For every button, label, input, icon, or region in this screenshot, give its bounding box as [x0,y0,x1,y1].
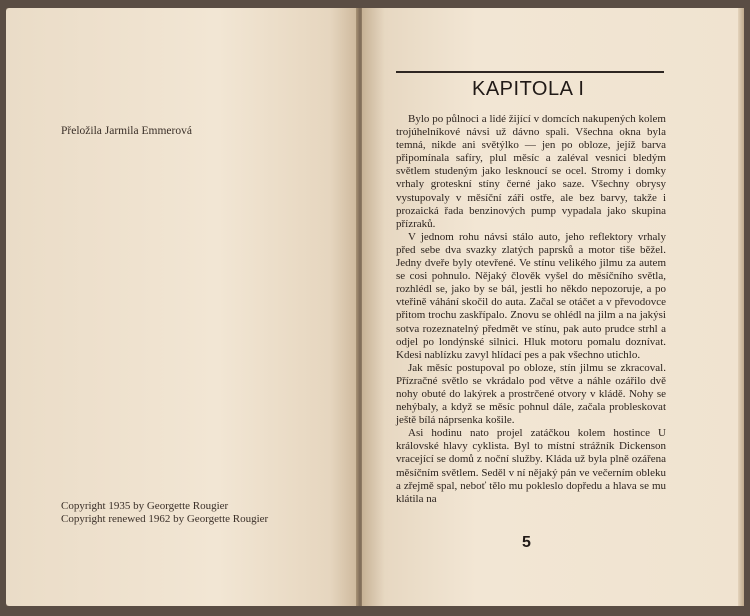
chapter-title: KAPITOLA I [472,78,585,100]
copyright-block [61,500,268,526]
right-page [362,8,744,606]
show-through-print [102,68,332,368]
chapter-body [396,113,666,506]
page-edge [738,8,744,606]
copyright-line: Copyright renewed 1962 by Georgette Rougier [61,513,269,525]
paragraph: Asi hodinu nato projel zatáčkou kolem hostince U královské hlavy cyklista. Byl to místní strážník Dickenson vracející se domů z noční služby. Kláda už byla plně ozářena měsíčním světlem. Seděl v ní nějaký pán ve večerním obleku a zřejmě spal, neboť tělo mu pokleslo dopředu a hlava se mu klátila na [396,427,666,505]
left-page [6,8,358,606]
chapter-rule [396,71,664,73]
paragraph: V jednom rohu návsi stálo auto, jeho reflektory vrhaly před sebe dva svazky zlatých paprsků a motor tiše běžel. Jedny dveře byly otevřené. Ve stínu velikého jilmu za autem se cosi pohnulo. Nějaký člověk vyšel do měsíčního světla, rozhlédl se, jako by se bál, jestli ho někdo nepozoruje, a po vteřině váhání skočil do auta. Začal se otáčet a v převodovce přitom trochu zaskřípalo. Znovu se ohlédl na jilm a na jakýsi sotva rozeznatelný předmět ve stínu, pak auto prudce strhl a odjel po londýnské silnici. Hluk motoru pomalu doznívat. Kdesi nablízku zavyl hlídací pes a pak všechno utichlo. [396,230,666,361]
translator-credit: Přeložila Jarmila Emmerová [61,125,192,137]
page-number: 5 [522,534,531,551]
paragraph: Bylo po půlnoci a lidé žijící v domcích nakupených kolem trojúhelníkové návsi už dávno spali. Všechna okna byla temná, nikde ani světýlko — jen po obloze, jejíž barva připomínala safíry, plul měsíc a zaléval vesnici bledým světlem studeným jako lesknoucí se ocel. Stromy i domky vrhaly groteskní stíny černé jako saze. Všechny obrysy vystupovaly v měsíční záři ostře, ale bez barvy, takže i prozaická řada benzinových pump vypadala jako skupina přízraků. [396,113,666,230]
book-spread [6,8,744,606]
copyright-line: Copyright 1935 by Georgette Rougier [61,500,229,512]
paragraph: Jak měsíc postupoval po obloze, stín jilmu se zkracoval. Přízračné světlo se vkrádalo pod větve a náhle ozářilo dvě nohy obuté do lakýrek a prostrčené otvory v kládě. Nohy se nehýbaly, a když se měsíc pohnul dále, začala probleskovat ještě bílá náprsenka košile. [396,361,666,427]
